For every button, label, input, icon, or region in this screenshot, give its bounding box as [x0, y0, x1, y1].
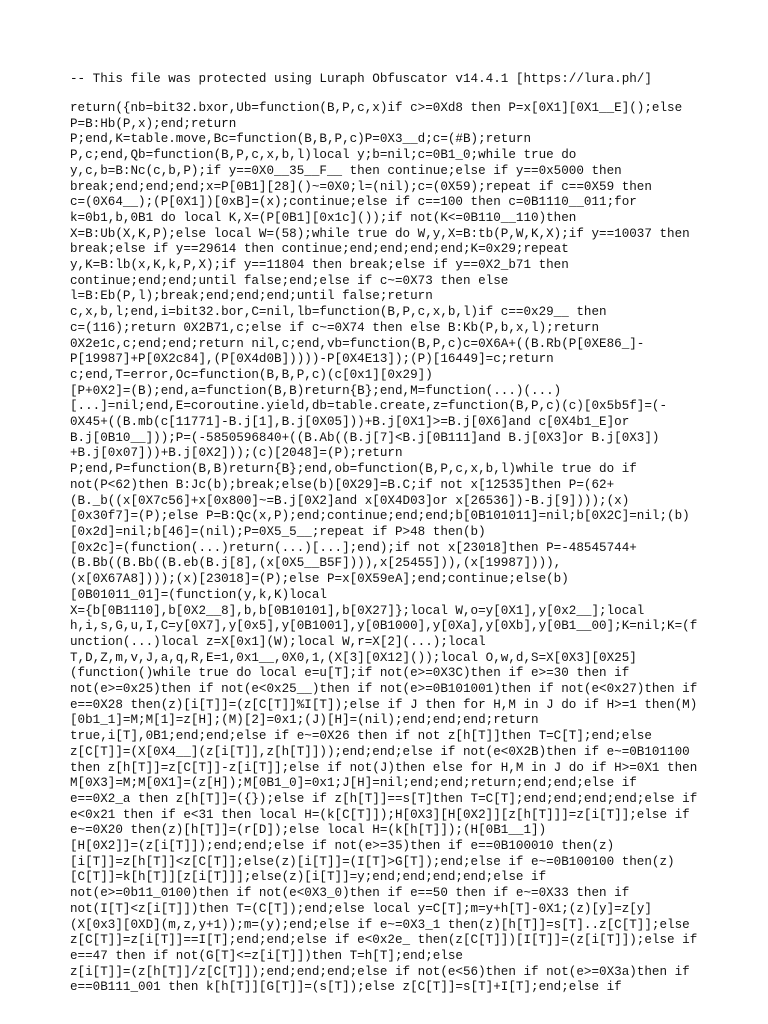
obfuscator-header-comment: -- This file was protected using Luraph Obfuscator v14.4.1 [https://lura.ph/] [70, 72, 652, 86]
code-line: not(e>=0x25)then if not(e<0x25__)then if not(e>=0B101001)then if not(e<0x27)then if [70, 682, 698, 697]
code-line: true,i[T],0B1;end;end;else if e~=0X26 then if not z[h[T]]then T=C[T];end;else [70, 729, 652, 744]
code-line: c=(116);return 0X2B71,c;else if c~=0X74 then else B:Kb(P,b,x,l);return [70, 320, 600, 335]
code-line: 0X2e1c,c;end;end;return nil,c;end,vb=function(B,P,c)c=0X6A+((B.Rb(P[0XE86_]- [70, 336, 645, 351]
code-line: P[19987]+P[0X2c84],(P[0X4d0B]))))-P[0X4E13]);(P)[16449]=c;return [70, 352, 554, 367]
code-line: k=0b1,b,0B1 do local K,X=(P[0B1][0x1c]());if not(K<=0B110__110)then [70, 210, 577, 225]
code-line: not(e>=0b11_0100)then if not(e<0X3_0)then if e==50 then if e~=0X33 then if [70, 886, 630, 901]
code-line: [...]=nil;end,E=coroutine.yield,db=table.create,z=function(B,P,c)(c)[0x5b5f]=(- [70, 399, 668, 414]
code-line: [P+0X2]=(B);end,a=function(B,B)return{B};end,M=function(...)(...) [70, 383, 562, 398]
code-line: z[i[T]]=(z[h[T]]/z[C[T]]);end;end;end;else if not(e<56)then if not(e>=0X3a)then if [70, 964, 690, 979]
code-line: M[0X3]=M;M[0X1]=(z[H]);M[0B1_0]=0x1;J[H]=nil;end;end;return;end;end;else if [70, 776, 637, 791]
code-line: [0b1_1]=M;M[1]=z[H];(M)[2]=0x1;(J)[H]=(nil);end;end;end;return [70, 713, 539, 728]
code-line: [i[T]]=z[h[T]]<z[C[T]];else(z)[i[T]]=(I[T]>G[T]);end;else if e~=0B100100 then(z) [70, 854, 675, 869]
code-line: break;end;end;end;x=P[0B1][28]()~=0X0;l=(nil);c=(0X59);repeat if c==0X59 then [70, 179, 652, 194]
code-line: l=B:Eb(P,l);break;end;end;end;until false;return [70, 289, 433, 304]
code-line: [0x2d]=nil;b[46]=(nil);P=0X5_5__;repeat if P>48 then(b) [70, 524, 486, 539]
code-line: P;end,K=table.move,Bc=function(B,B,P,c)P=0X3__d;c=(#B);return [70, 132, 532, 147]
code-line: (B._b((x[0X7c56]+x[0x800]~=B.j[0X2]and x[0X4D03]or x[26536])-B.j[9])));(x) [70, 493, 630, 508]
code-line: not(I[T]<z[i[T]])then T=(C[T]);end;else local y=C[T];m=y+h[T]-0X1;(z)[y]=z[y] [70, 901, 652, 916]
code-line: (x[0X67A8])));(x)[23018]=(P);else P=x[0X59eA];end;continue;else(b) [70, 572, 569, 587]
code-line: (function()while true do local e=u[T];if not(e>=0X3C)then if e>=30 then if [70, 666, 630, 681]
code-line: P=B:Hb(P,x);end;return [70, 116, 237, 131]
code-line: e==0X28 then(z)[i[T]]=(z[C[T]]%I[T]);else if J then for H,M in J do if H>=1 then(M) [70, 697, 698, 712]
code-line: y,c,b=B:Nc(c,b,P);if y==0X0__35__F__ then continue;else if y==0x5000 then [70, 163, 622, 178]
code-line: B.j[0B10__]));P=(-5850596840+((B.Ab((B.j[7]<B.j[0B111]and B.j[0X3]or B.j[0X3]) [70, 430, 660, 445]
code-line: unction(...)local z=X[0x1](W);local W,r=X[2](...);local [70, 634, 486, 649]
code-line: then z[h[T]]=z[C[T]]-z[i[T]];else if not(J)then else for H,M in J do if H>=0X1 then [70, 760, 698, 775]
code-line: [0x2c]=(function(...)return(...)[...];end);if not x[23018]then P=-48545744+ [70, 540, 637, 555]
code-line: break;else if y==29614 then continue;end;end;end;end;K=0x29;repeat [70, 242, 569, 257]
code-line: P;end,P=function(B,B)return{B};end,ob=function(B,P,c,x,b,l)while true do if [70, 462, 637, 477]
code-line: e==47 then if not(G[T]<=z[i[T]])then T=h[T];end;else [70, 948, 463, 963]
code-line: return({nb=bit32.bxor,Ub=function(B,P,c,x)if c>=0Xd8 then P=x[0X1][0X1__E]();else [70, 101, 683, 115]
code-line: c=(0X64__);(P[0X1])[0xB]=(x);continue;else if c==100 then c=0B1110__011;for [70, 195, 637, 210]
code-line: e~=0X20 then(z)[h[T]]=(r[D]);else local H=(k[h[T]]);(H[0B1__1]) [70, 823, 547, 838]
code-line: z[C[T]]=(X[0X4__](z[i[T]],z[h[T]]));end;end;else if not(e<0X2B)then if e~=0B101100 [70, 744, 690, 759]
code-line: [0B01011_01]=(function(y,k,K)local [70, 587, 327, 602]
obfuscated-code-block [70, 101, 760, 996]
code-line: X={b[0B1110],b[0X2__8],b,b[0B10101],b[0X27]};local W,o=y[0X1],y[0x2__];local [70, 603, 645, 618]
code-line: 0X45+((B.mb(c[11771]-B.j[1],B.j[0X05]))+B.j[0X1]>=B.j[0X6]and c[0X4b1_E]or [70, 415, 630, 430]
code-line: h,i,s,G,u,I,C=y[0X7],y[0x5],y[0B1001],y[0B1000],y[0Xa],y[0Xb],y[0B1__00];K=nil;K=(f [70, 619, 698, 634]
code-line: [0x30f7]=(P);else P=B:Qc(x,P);end;continue;end;end;b[0B101011]=nil;b[0X2C]=nil;(b) [70, 509, 690, 524]
code-line: not(P<62)then B:Jc(b);break;else(b)[0X29]=B.C;if not x[12535]then P=(62+ [70, 477, 615, 492]
code-line: P,c;end,Qb=function(B,P,c,x,b,l)local y;b=nil;c=0B1_0;while true do [70, 148, 577, 163]
code-line: X=B:Ub(X,K,P);else local W=(58);while true do W,y,X=B:tb(P,W,K,X);if y==10037 then [70, 226, 690, 241]
code-line: z[C[T]]=z[i[T]]==I[T];end;end;else if e<0x2e_ then(z[C[T]])[I[T]]=(z[i[T]]);else if [70, 933, 698, 948]
code-line: c;end,T=error,Oc=function(B,B,P,c)(c[0x1][0x29]) [70, 367, 433, 382]
code-line: +B.j[0x07]))+B.j[0X2]));(c)[2048]=(P);return [70, 446, 403, 461]
code-line: (X[0x3][0XD](m,z,y+1));m=(y);end;else if e~=0X3_1 then(z)[h[T]]=s[T]..z[C[T]];else [70, 917, 690, 932]
code-line: [C[T]]=k[h[T]][z[i[T]]];else(z)[i[T]]=y;end;end;end;end;else if [70, 870, 547, 885]
code-line: e<0x21 then if e<31 then local H=(k[C[T]]);H[0X3][H[0X2]][z[h[T]]]=z[i[T]];else if [70, 807, 690, 822]
code-line: c,x,b,l;end,i=bit32.bor,C=nil,lb=function(B,P,c,x,b,l)if c==0x29__ then [70, 305, 607, 320]
code-line: y,K=B:lb(x,K,k,P,X);if y==11804 then break;else if y==0X2_b71 then [70, 258, 569, 273]
code-line: [H[0X2]]=(z[i[T]]);end;end;else if not(e>=35)then if e==0B100010 then(z) [70, 839, 615, 854]
code-line: continue;end;end;until false;end;else if c~=0X73 then else [70, 273, 509, 288]
code-line: e==0X2_a then z[h[T]]=({});else if z[h[T]]==s[T]then T=C[T];end;end;end;end;else if [70, 791, 698, 806]
code-line: T,D,Z,m,v,J,a,q,R,E=1,0x1__,0X0,1,(X[3][0X12]());local O,w,d,S=X[0X3][0X25] [70, 650, 637, 665]
code-line: e==0B111_001 then k[h[T]][G[T]]=(s[T]);else z[C[T]]=s[T]+I[T];end;else if [70, 980, 622, 995]
code-line: (B.Bb((B.Bb((B.eb(B.j[8],(x[0X5__B5F]))),x[25455])),(x[19987]))), [70, 556, 562, 571]
